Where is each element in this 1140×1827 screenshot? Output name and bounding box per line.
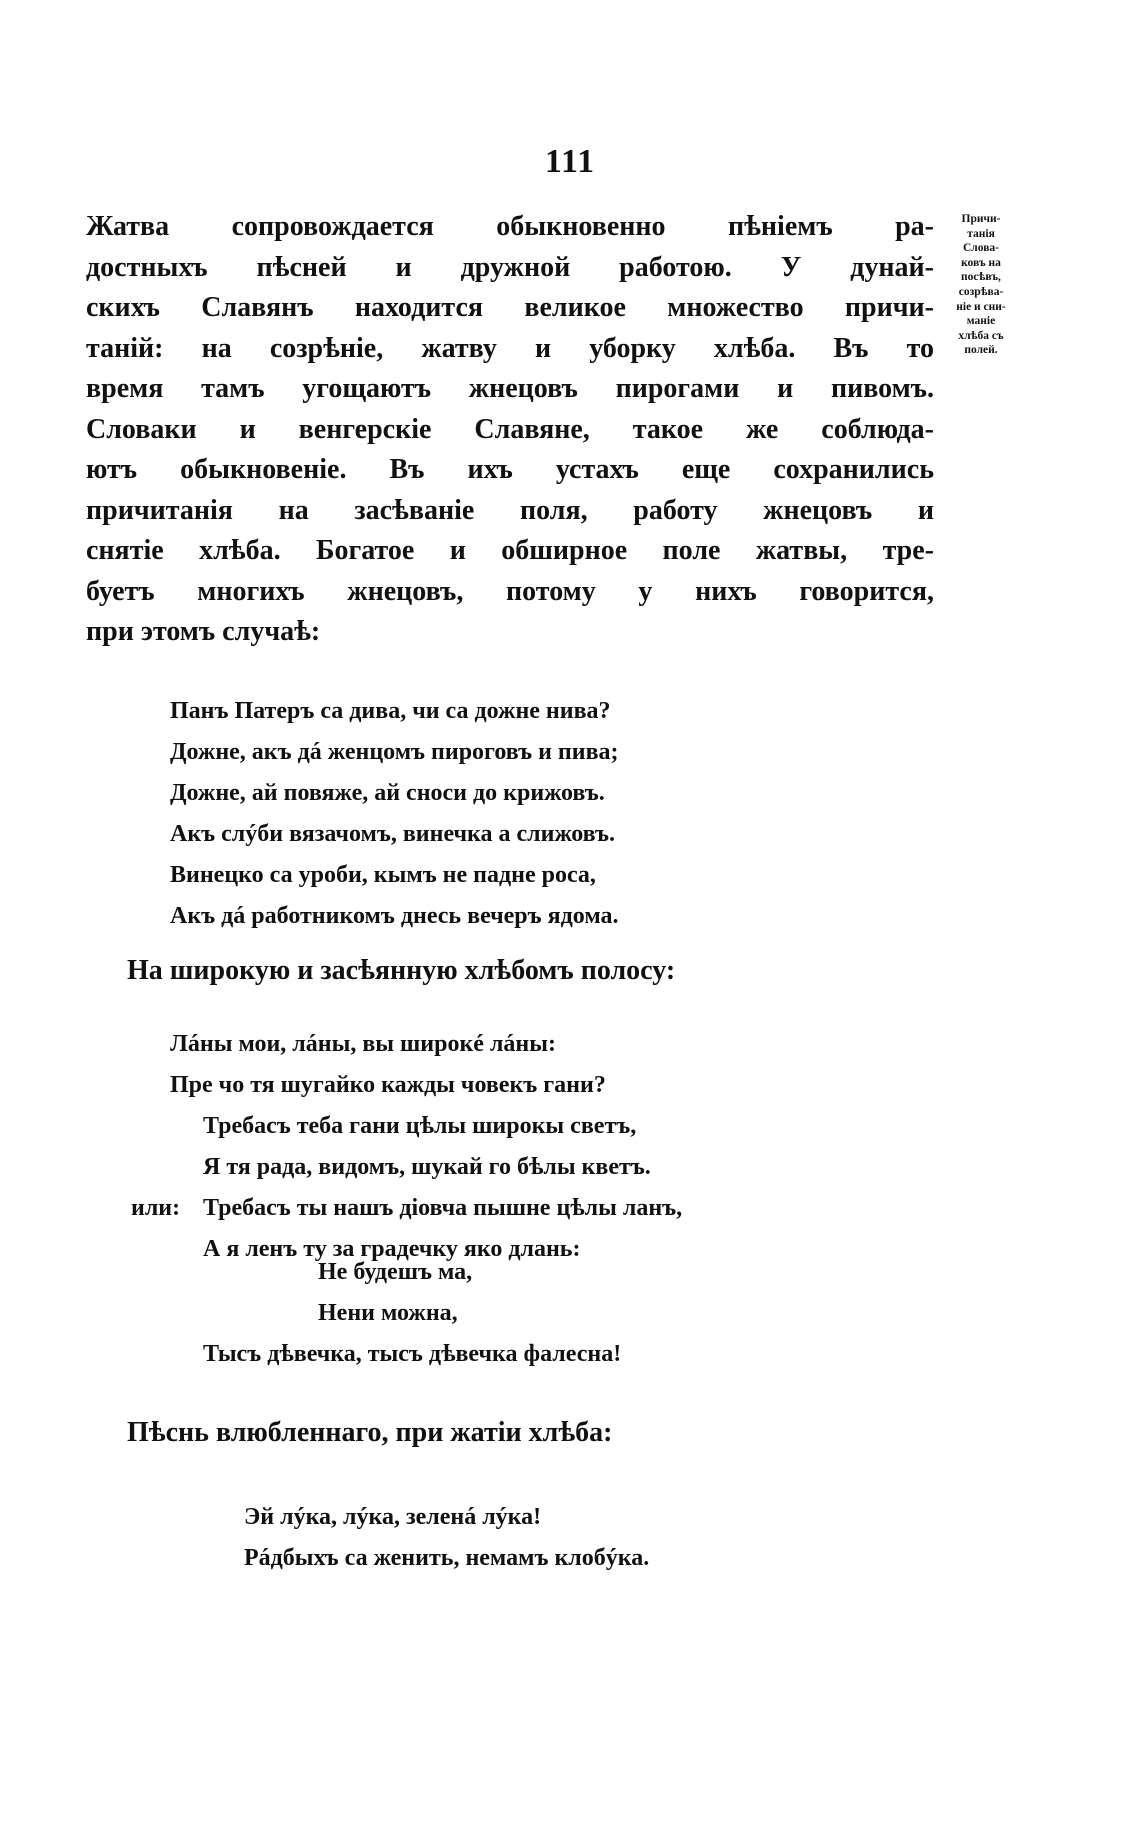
paragraph-line: снятiе хлѣба. Богатое и обширное поле жатвы, тре- [86, 535, 934, 566]
margin-note-line: Слова- [962, 242, 999, 255]
verse-line: Дожне, ай повяже, ай сноси до крижовъ. [170, 780, 605, 806]
margin-note-line: хлѣба съ [958, 329, 1004, 342]
verse-2 [170, 1024, 651, 1188]
paragraph-line: причитанiя на засѣванiе поля, работу жнецовъ и [86, 494, 934, 526]
verse-line: Тысъ дѣвечка, тысъ дѣвечка фалесна! [203, 1341, 622, 1367]
verse-line: Эй лýка, лýка, зеленá лýка! [244, 1504, 542, 1530]
margin-note-line: нiе и сни- [956, 300, 1006, 313]
margin-note-line: Причи- [961, 213, 1001, 225]
verse-line: Нени можна, [318, 1300, 458, 1326]
paragraph-line: Словаки и венгерскiе Славяне, такое же соблюда- [86, 413, 934, 445]
verse-line: Акъ дá работникомъ днесь вечеръ ядома. [170, 903, 619, 929]
margin-note [942, 212, 1020, 358]
verse-2-intro: На широкую и засѣянную хлѣбомъ полосу: [127, 955, 676, 986]
verse-3-intro: Пѣснь влюбленнаго, при жатiи хлѣба: [127, 1417, 613, 1448]
verse-line: Требасъ теба гани цѣлы широкы светъ, [203, 1113, 637, 1139]
paragraph-line: при этомъ случаѣ: [86, 616, 321, 647]
verse-line: Пре чо тя шугайко кажды човекъ гани? [170, 1072, 606, 1098]
paragraph-line: танiй: на созрѣнiе, жатву и уборку хлѣба. Въ то [86, 332, 934, 364]
margin-note-line: танiя [967, 227, 995, 240]
verse-line: Я тя рада, видомъ, шукай го бѣлы кветъ. [203, 1154, 651, 1180]
verse-3 [244, 1497, 649, 1579]
paragraph-line: ютъ обыкновенiе. Въ ихъ устахъ еще сохранились [86, 454, 934, 485]
margin-note-line: посѣвъ, [961, 271, 1001, 284]
margin-note-line: ковъ на [961, 256, 1001, 269]
verse-2-center [318, 1252, 472, 1334]
verse-line: Винецко са уроби, кымъ не падне роса, [170, 862, 596, 888]
verse-1 [170, 691, 619, 937]
verse-line: Акъ слýби вязачомъ, винечка а слижовъ. [170, 821, 616, 847]
verse-2-final [203, 1334, 621, 1375]
margin-note-line: манiе [966, 315, 996, 328]
page-number: 111 [544, 143, 596, 180]
main-paragraph [86, 207, 934, 653]
paragraph-line: время тамъ угощаютъ жнецовъ пирогами и пивомъ. [86, 373, 934, 404]
paragraph-line: скихъ Славянъ находится великое множество причи- [86, 292, 934, 323]
verse-prefix: или: [131, 1195, 181, 1221]
verse-line: Лáны мои, лáны, вы широкé лáны: [170, 1031, 556, 1057]
verse-line: Дожне, акъ дá женцомъ пироговъ и пива; [170, 739, 619, 765]
margin-note-line: полей. [964, 344, 998, 357]
verse-line: Панъ Патеръ са дива, чи са дожне нива? [170, 698, 611, 724]
verse-line: Требасъ ты нашъ дiовча пышне цѣлы ланъ, [203, 1195, 683, 1221]
verse-line: Не будешъ ма, [318, 1259, 473, 1285]
verse-line: А я ленъ ту за градечку яко длань: [203, 1236, 581, 1262]
paragraph-line: буетъ многихъ жнецовъ, потому у нихъ говорится, [86, 575, 934, 607]
verse-line: Рáдбыхъ са женить, немамъ клобýка. [244, 1545, 650, 1571]
paragraph-line: достныхъ пѣсней и дружной работою. У дунай- [86, 251, 934, 283]
paragraph-line: Жатва сопровождается обыкновенно пѣнiемъ ра- [86, 211, 934, 242]
margin-note-line: созрѣва- [958, 285, 1004, 298]
